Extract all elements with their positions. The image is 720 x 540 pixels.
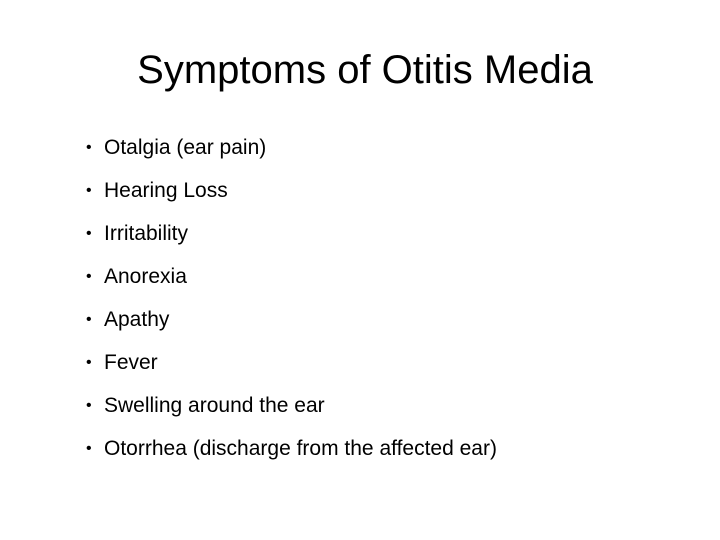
bullet-item: [86, 341, 497, 384]
bullet-text: Irritability: [104, 222, 189, 245]
bullet-item: [86, 126, 497, 169]
bullet-icon: •: [86, 182, 92, 199]
bullet-text: Hearing Loss: [104, 179, 228, 202]
bullet-icon: •: [86, 354, 92, 371]
bullet-text: Anorexia: [104, 265, 187, 288]
bullet-item: [86, 212, 497, 255]
bullet-item: [86, 255, 497, 298]
bullet-text: Otalgia (ear pain): [104, 136, 267, 159]
bullet-text: Swelling around the ear: [104, 394, 325, 417]
bullet-icon: •: [86, 397, 92, 414]
bullet-icon: •: [86, 440, 92, 457]
bullet-text: Fever: [104, 351, 158, 374]
bullet-list: [86, 126, 497, 470]
slide-title: Symptoms of Otitis Media: [137, 48, 593, 92]
bullet-icon: •: [86, 268, 92, 285]
bullet-icon: •: [86, 225, 92, 242]
bullet-icon: •: [86, 139, 92, 156]
bullet-item: [86, 384, 497, 427]
bullet-icon: •: [86, 311, 92, 328]
bullet-text: Apathy: [104, 308, 170, 331]
bullet-item: [86, 427, 497, 470]
bullet-text: Otorrhea (discharge from the affected ear): [104, 437, 497, 460]
bullet-item: [86, 298, 497, 341]
bullet-item: [86, 169, 497, 212]
